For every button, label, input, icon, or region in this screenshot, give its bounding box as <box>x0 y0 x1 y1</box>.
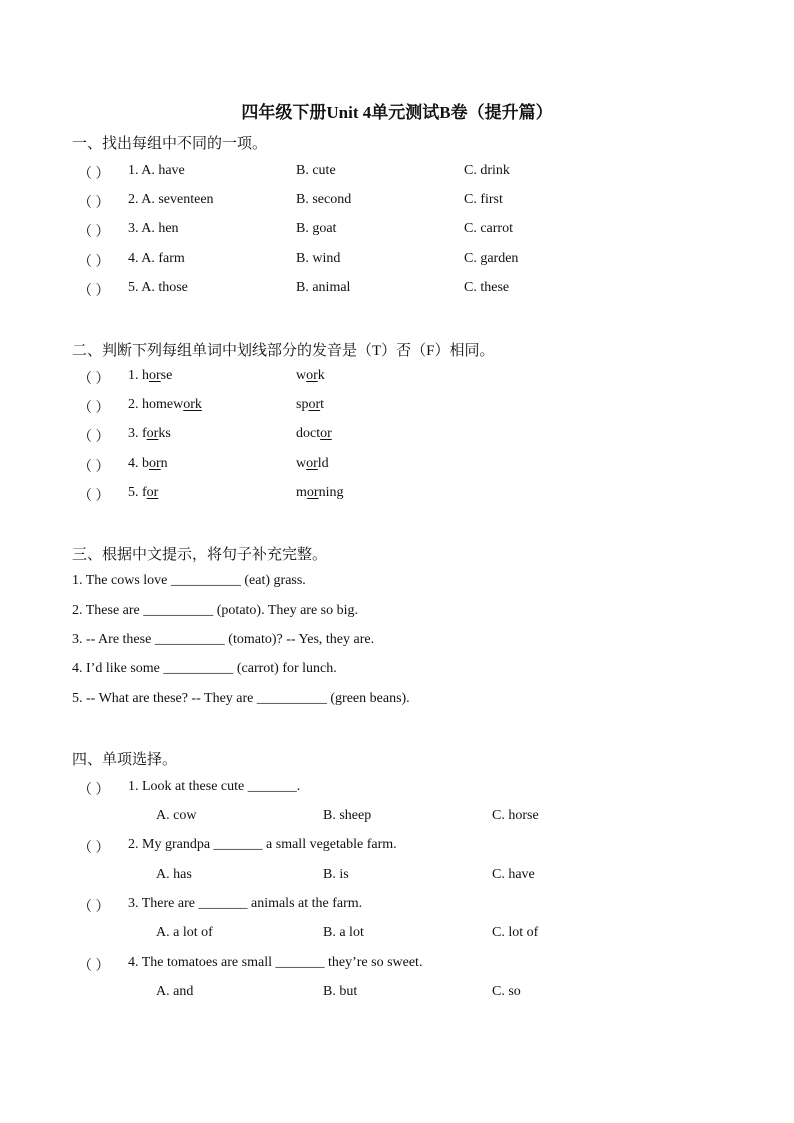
option-b: B. but <box>323 984 358 999</box>
word-2: work <box>296 368 325 383</box>
word-2: world <box>296 456 329 471</box>
answer-blank[interactable]: （ ） <box>78 372 110 387</box>
underlined-part: or <box>320 426 332 441</box>
option-a: 1. A. have <box>128 163 185 178</box>
answer-blank[interactable]: （ ） <box>78 430 110 445</box>
section-1-heading: 一、找出每组中不同的一项。 <box>72 136 268 152</box>
question-text: 2. My grandpa _______ a small vegetable farm. <box>128 837 397 852</box>
page-title: 四年级下册Unit 4单元测试B卷（提升篇） <box>241 103 553 122</box>
option-c: C. first <box>464 192 503 207</box>
s3-sentence-4: 4. I’d like some __________ (carrot) for lunch. <box>72 661 337 676</box>
s3-sentence-3: 3. -- Are these __________ (tomato)? -- Yes, they are. <box>72 632 375 647</box>
word-2: doctor <box>296 426 332 441</box>
question-text: 3. There are _______ animals at the farm. <box>128 896 363 911</box>
answer-blank[interactable]: （ ） <box>78 167 110 182</box>
option-a: 4. A. farm <box>128 251 185 266</box>
option-c: C. so <box>492 984 521 999</box>
underlined-part: or <box>146 426 159 441</box>
option-b: B. second <box>296 192 352 207</box>
word-1: 3. forks <box>128 426 171 441</box>
option-a: A. cow <box>156 808 197 823</box>
underlined-part: ork <box>183 397 202 412</box>
answer-blank[interactable]: （ ） <box>78 489 110 504</box>
word-1: 2. homework <box>128 397 202 412</box>
answer-blank[interactable]: （ ） <box>78 959 110 974</box>
answer-blank[interactable]: （ ） <box>78 196 110 211</box>
answer-blank[interactable]: （ ） <box>78 284 110 299</box>
underlined-part: or <box>149 456 161 471</box>
answer-blank[interactable]: （ ） <box>78 783 110 798</box>
question-text: 1. Look at these cute _______. <box>128 779 301 794</box>
option-c: C. lot of <box>492 925 539 940</box>
option-b: B. wind <box>296 251 341 266</box>
answer-blank[interactable]: （ ） <box>78 900 110 915</box>
answer-blank[interactable]: （ ） <box>78 401 110 416</box>
word-1: 1. horse <box>128 368 173 383</box>
option-c: C. carrot <box>464 221 513 236</box>
answer-blank[interactable]: （ ） <box>78 225 110 240</box>
s3-sentence-5: 5. -- What are these? -- They are __________ (green beans). <box>72 691 410 706</box>
option-b: B. a lot <box>323 925 364 940</box>
word-1: 4. born <box>128 456 168 471</box>
s3-sentence-1: 1. The cows love __________ (eat) grass. <box>72 573 306 588</box>
underlined-part: or <box>308 397 321 412</box>
option-b: B. is <box>323 867 349 882</box>
section-3-heading: 三、根据中文提示，将句子补充完整。 <box>72 547 328 563</box>
option-a: A. a lot of <box>156 925 213 940</box>
underlined-part: or <box>149 368 161 383</box>
option-a: 3. A. hen <box>128 221 179 236</box>
underlined-part: or <box>306 456 318 471</box>
word-2: sport <box>296 397 325 412</box>
s3-sentence-2: 2. These are __________ (potato). They are so big. <box>72 603 359 618</box>
section-4-heading: 四、单项选择。 <box>72 752 178 768</box>
option-c: C. horse <box>492 808 539 823</box>
underlined-part: or <box>306 368 318 383</box>
option-a: A. has <box>156 867 192 882</box>
option-b: B. cute <box>296 163 336 178</box>
option-c: C. these <box>464 280 510 295</box>
word-1: 5. for <box>128 485 159 500</box>
answer-blank[interactable]: （ ） <box>78 841 110 856</box>
option-b: B. goat <box>296 221 337 236</box>
word-2: morning <box>296 485 344 500</box>
underlined-part: or <box>306 485 319 500</box>
question-text: 4. The tomatoes are small _______ they’re so sweet. <box>128 955 423 970</box>
option-a: 2. A. seventeen <box>128 192 214 207</box>
option-a: A. and <box>156 984 194 999</box>
option-c: C. drink <box>464 163 510 178</box>
underlined-part: or <box>146 485 159 500</box>
option-c: C. have <box>492 867 535 882</box>
option-b: B. animal <box>296 280 351 295</box>
option-c: C. garden <box>464 251 519 266</box>
option-a: 5. A. those <box>128 280 188 295</box>
answer-blank[interactable]: （ ） <box>78 460 110 475</box>
section-2-heading: 二、判断下列每组单词中划线部分的发音是（T）否（F）相同。 <box>72 343 495 359</box>
answer-blank[interactable]: （ ） <box>78 255 110 270</box>
option-b: B. sheep <box>323 808 372 823</box>
